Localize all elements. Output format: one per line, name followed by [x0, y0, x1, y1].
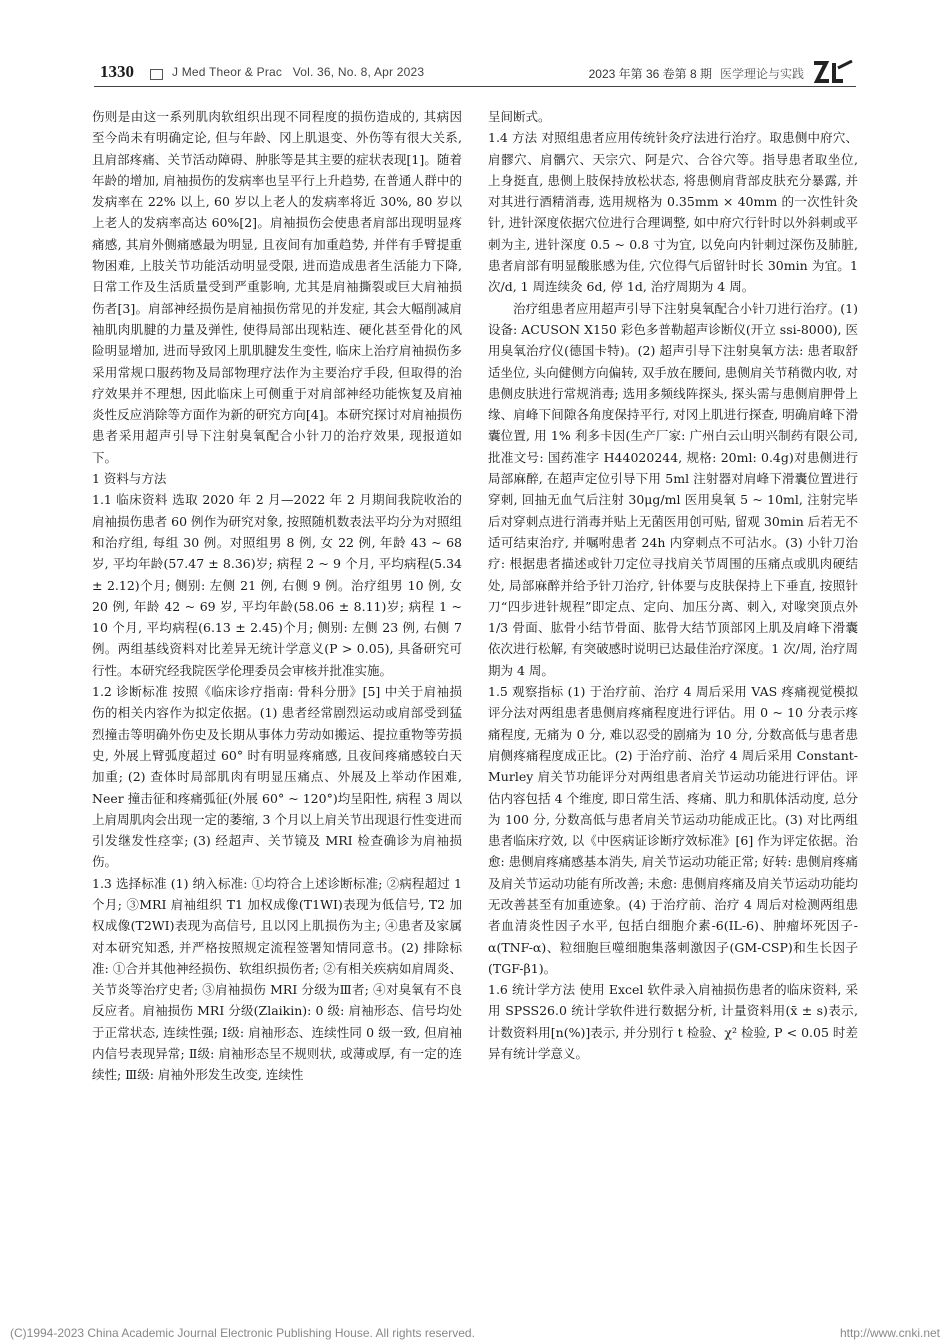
journal-english-citation: J Med Theor & Prac Vol. 36, No. 8, Apr 2023	[172, 65, 425, 79]
left-column	[92, 106, 462, 1086]
paragraph: 1.2 诊断标准 按照《临床诊疗指南: 骨科分册》[5] 中关于肩袖损伤的相关内容作为拟定依据。(1) 患者经常剧烈运动或肩部受到猛烈撞击等明确外伤史及长期从事体力劳动如搬运、提拉重物等劳损史, 外展上臂弧度超过 60° 时有明显疼痛感, 且夜间疼痛感较白天加重; (2) 查体时局部肌肉有明显压痛点、外展及上举动作困难, Neer 撞击征和疼痛弧征(外展 60° ~ 120°)均呈阳性, 病程 3 周以上肩周肌肉会出现一定的萎缩, 3 个月以上肩关节出现退行性变进而引发继发性痉挛; (3) 经超声、关节镜及 MRI 检查确诊为肩袖损伤。	[92, 684, 462, 870]
paragraph: 呈间断式。	[488, 109, 551, 124]
footer-url: http://www.cnki.net	[839, 1326, 940, 1340]
issue-cn: 2023 年第 36 卷第 8 期	[588, 67, 712, 81]
section-heading: 1 资料与方法	[92, 471, 167, 487]
paragraph: 1.6 统计学方法 使用 Excel 软件录入肩袖损伤患者的临床资料, 采用 SPSS26.0 统计学软件进行数据分析, 计量资料用(x̄ ± s)表示, 计数资料用[n(%)]表示, 并分别行 t 检验、χ² 检验, P < 0.05 时差异有统计学意义。	[488, 982, 858, 1062]
paragraph: 1.1 临床资料 选取 2020 年 2 月—2022 年 2 月期间我院收治的肩袖损伤患者 60 例作为研究对象, 按照随机数表法平均分为对照组和治疗组, 每组 30 例。对照组男 8 例, 女 22 例, 年龄 43 ~ 68 岁, 平均年龄(57.47 ± 8.36)岁; 病程 2 ~ 9 个月, 平均病程(5.34 ± 2.12)个月; 侧别: 左侧 21 例, 右侧 9 例。治疗组男 10 例, 女 20 例, 年龄 42 ~ 69 岁, 平均年龄(58.06 ± 8.11)岁; 病程 1 ~ 10 个月, 平均病程(6.13 ± 2.45)个月; 侧别: 左侧 23 例, 右侧 7 例。两组基线资料对比差异无统计学意义(P > 0.05), 具备研究可行性。本研究经我院医学伦理委员会审核并批准实施。	[92, 492, 462, 678]
journal-chinese-citation	[589, 65, 804, 82]
paragraph: 1.5 观察指标 (1) 于治疗前、治疗 4 周后采用 VAS 疼痛视觉模拟评分法对两组患者患侧肩疼痛程度进行评估。用 0 ~ 10 分表示疼痛程度, 无痛为 0 分, 难以忍受的剧痛为 10 分, 分数高低与患者患肩侧疼痛程度成正比。(2) 于治疗前、治疗 4 周后采用 Constant-Murley 肩关节功能评分对两组患者肩关节运动功能进行评估。评估内容包括 4 个维度, 即日常生活、疼痛、肌力和肌体活动度, 总分为 100 分, 分数高低与患者肩关节运动功能成正比。(3) 对比两组患者临床疗效, 以《中医病证诊断疗效标准》[6] 作为评定依据。治愈: 患侧肩疼痛感基本消失, 肩关节运动功能正常; 好转: 患侧肩疼痛及肩关节运动功能有所改善; 未愈: 患侧肩疼痛及肩关节运动功能均无改善甚至有加重迹象。(4) 于治疗前、治疗 4 周后对检测两组患者血清炎性因子水平, 包括白细胞介素-6(IL-6)、肿瘤坏死因子-α(TNF-α)、粒细胞巨噬细胞集落刺激因子(GM-CSP)和生长因子(TGF-β1)。	[488, 684, 859, 976]
paragraph: 伤则是由这一系列肌肉软组织出现不同程度的损伤造成的, 其病因至今尚未有明确定论, 但与年龄、冈上肌退变、外伤等有很大关系, 且肩部疼痛、关节活动障碍、肿胀等是其主要的症状表现[1]。随着年龄的增加, 肩袖损伤的发病率也呈平行上升趋势, 在普通人群中的发病率在 22% 以上, 60 岁以上老人的发病率将近 30%, 80 岁以上老人的发病率高达 60%[2]。肩袖损伤会使患者肩部出现明显疼痛感, 其肩外侧痛感最为明显, 且夜间有加重趋势, 并伴有手臂提重物困难, 上肢关节功能活动明显受限, 进而造成患者生活能力下降, 日常工作及生活质量受到严重影响, 尤其是肩袖撕裂或巨大肩袖损伤者[3]。肩部神经损伤是肩袖损伤常见的并发症, 其会大幅削减肩袖肌肉肌腱的力量及弹性, 使得局部出现粘连、硬化甚至骨化的风险明显增加, 进而导致冈上肌肌腱发生变性, 临床上治疗肩袖损伤多采用常规口服药物及局部物理疗法作为主要治疗手段, 但取得的治疗效果并不理想, 因此临床上可侧重于对肩部神经功能恢复及肩袖炎性反应消除等方面作为新的研究方向[4]。本研究探讨对肩袖损伤患者采用超声引导下注射臭氧配合小针刀的治疗效果, 现报道如下。	[92, 109, 462, 465]
header-rule	[94, 86, 856, 87]
journal-logo-icon	[812, 60, 856, 84]
paragraph: 治疗组患者应用超声引导下注射臭氧配合小针刀进行治疗。(1) 设备: ACUSON X150 彩色多普勒超声诊断仪(开立 ssi-8000), 医用臭氧治疗仪(德国卡特)。(2) 超声引导下注射臭氧方法: 患者取舒适坐位, 头向健侧方向偏转, 双手放在腰间, 患侧肩关节稍微内收, 对患侧皮肤进行常规消毒; 选用多频线阵探头, 探头需与患侧肩胛骨上缘、肩峰下间隙各角度保持平行, 对冈上肌进行探查, 明确肩峰下滑囊位置, 用 1% 利多卡因(生产厂家: 广州白云山明兴制药有限公司, 批准文号: 国药准字 H44020244, 规格: 20ml: 0.4g)对患侧进行局部麻醉, 在超声定位引导下用 5ml 注射器对肩峰下滑囊位置进行穿刺, 回抽无血气后注射 30μg/ml 医用臭氧 5 ~ 10ml, 注射完毕后对穿刺点进行消毒并贴上无菌医用创可贴, 留观 30min 后若无不适可结束治疗, 并嘱咐患者 24h 内穿刺点不可沾水。(3) 小针刀治疗: 根据患者描述或针刀定位寻找肩关节周围的压痛点或肌肉硬结处, 局部麻醉并给予针刀治疗, 针体要与皮肤保持上下垂直, 按照针刀“四步进针规程”即定点、定向、加压分离、刺入, 对喙突顶点外 1/3 骨面、肱骨小结节骨面、肱骨大结节顶部冈上肌及肩峰下滑囊依次进行松解, 有突破感时说明已达最佳治疗深度。1 次/周, 治疗周期为 4 周。	[488, 300, 858, 678]
paragraph: 1.4 方法 对照组患者应用传统针灸疗法进行治疗。取患侧中府穴、肩髎穴、肩髃穴、天宗穴、阿是穴、合谷穴等。指导患者取坐位, 上身挺直, 患侧上肢保持放松状态, 将患侧肩背部皮肤充分暴露, 并对其进行酒精消毒, 选用规格为 0.35mm × 40mm 的一次性针灸针, 进针深度依据穴位进行合理调整, 如中府穴行针时以外斜刺或平刺为主, 进针深度 0.5 ~ 0.8 寸为宜, 以免向内针刺过深伤及肺脏, 患者肩部有明显酸胀感为佳, 穴位得气后留针时长 30min 为宜。1 次/d, 1 周连续灸 6d, 停 1d, 治疗周期为 4 周。	[488, 130, 858, 295]
paragraph: 1.3 选择标准 (1) 纳入标准: ①均符合上述诊断标准; ②病程超过 1 个月; ③MRI 肩袖组织 T1 加权成像(T1WI)表现为低信号, T2 加权成像(T2WI)表现为高信号, 且以冈上肌损伤为主; ④患者及家属对本研究知悉, 并严格按照规定流程签署知情同意书。(2) 排除标准: ①合并其他神经损伤、软组织损伤者; ②有相关疾病如肩周炎、关节炎等治疗史者; ③肩袖损伤 MRI 分级为Ⅲ者; ④对臭氧有不良反应者。肩袖损伤 MRI 分级(Zlaikin): 0 级: 肩袖形态、信号均处于正常状态, 连续性强; Ⅰ级: 肩袖形态、连续性同 0 级一致, 但肩袖内信号表现异常; Ⅱ级: 肩袖形态呈不规则状, 或薄或厚, 有一定的连续性; Ⅲ级: 肩袖外形发生改变, 连续性	[92, 875, 462, 1083]
right-column	[488, 106, 858, 1064]
header-square-icon	[150, 69, 163, 80]
page-number: 1330	[100, 62, 134, 81]
running-header	[100, 62, 856, 88]
journal-cn: 医学理论与实践	[719, 67, 804, 81]
footer-copyright: (C)1994-2023 China Academic Journal Electronic Publishing House. All rights reserved.	[10, 1326, 475, 1340]
